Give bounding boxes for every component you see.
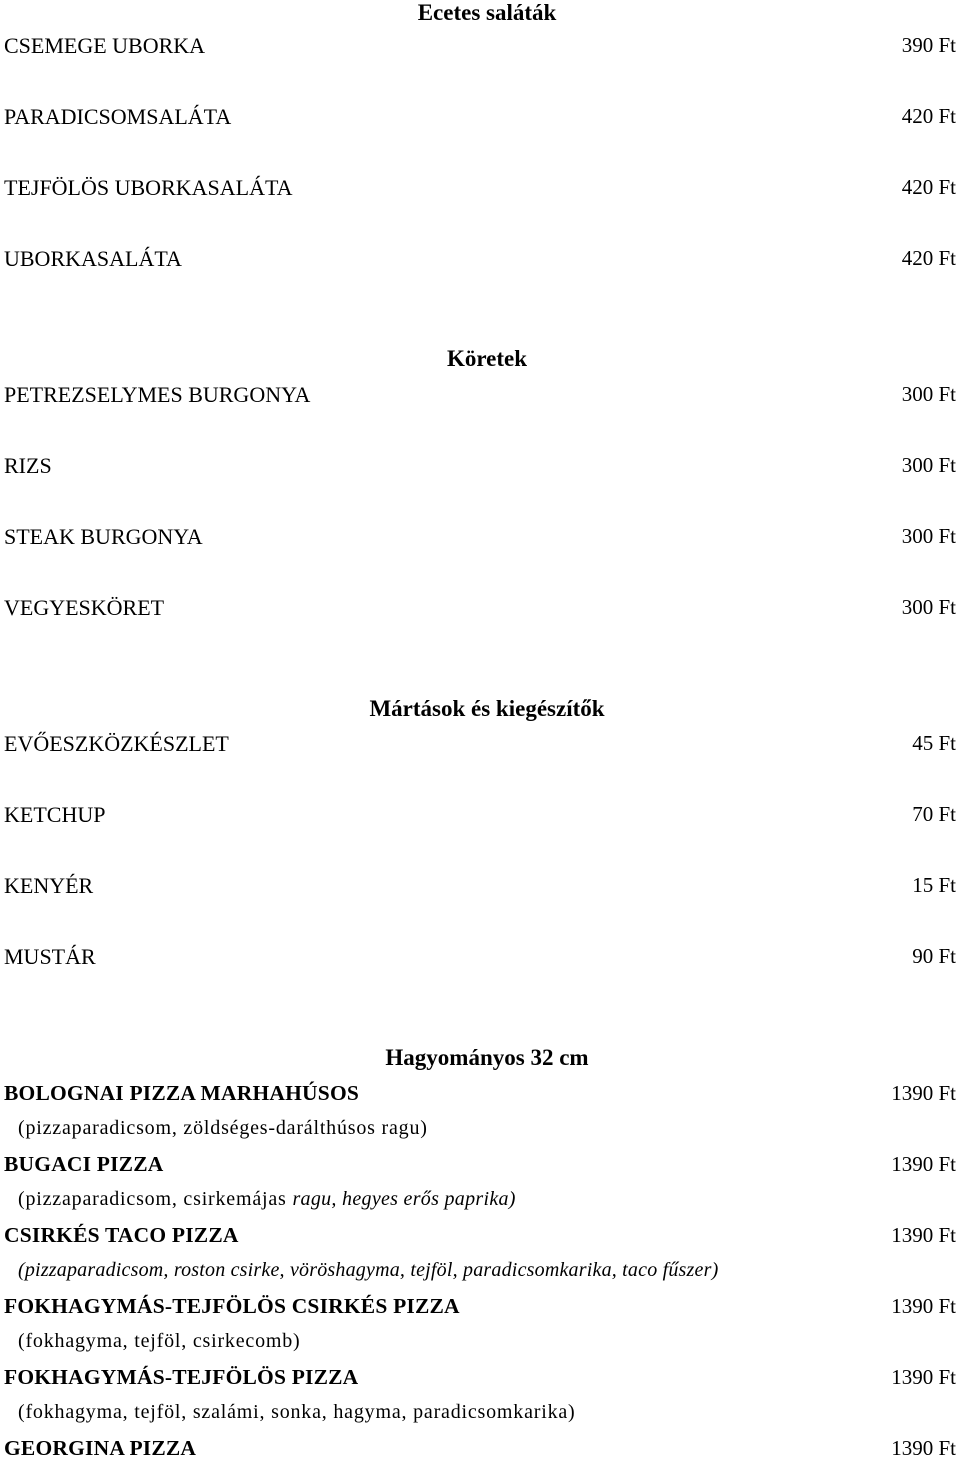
- menu-item-price: 390 Ft: [901, 33, 956, 57]
- menu-item-name: KENYÉR: [4, 873, 94, 898]
- pizza-price: 1390 Ft: [891, 1223, 956, 1247]
- menu-item-price: 300 Ft: [901, 524, 956, 548]
- pizza-description-part-italic: ragu, hegyes erős paprika): [292, 1188, 516, 1210]
- menu-item-name: VEGYESKÖRET: [4, 595, 165, 620]
- menu-item-price: 420 Ft: [901, 175, 956, 199]
- pizza-price: 1390 Ft: [891, 1294, 956, 1318]
- pizza-name: GEORGINA PIZZA: [4, 1436, 197, 1460]
- pizza-price: 1390 Ft: [891, 1152, 956, 1176]
- pizza-description: (fokhagyma, tejföl, szalámi, sonka, hagyma, paradicsomkarika): [18, 1401, 576, 1423]
- menu-item-price: 420 Ft: [901, 246, 956, 270]
- pizza-name: FOKHAGYMÁS-TEJFÖLÖS CSIRKÉS PIZZA: [4, 1294, 460, 1318]
- menu-item-name: MUSTÁR: [4, 944, 96, 969]
- pizza-price: 1390 Ft: [891, 1081, 956, 1105]
- pizza-description-part: (pizzaparadicsom, csirkemájas: [18, 1188, 293, 1210]
- section-title-hagyomanyos: Hagyományos 32 cm: [385, 1045, 589, 1070]
- menu-item-price: 300 Ft: [901, 453, 956, 477]
- pizza-price: 1390 Ft: [891, 1365, 956, 1389]
- menu-item-price: 90 Ft: [912, 944, 956, 968]
- pizza-name: CSIRKÉS TACO PIZZA: [4, 1223, 239, 1247]
- menu-item-name: TEJFÖLÖS UBORKASALÁTA: [4, 175, 293, 200]
- menu-item-name: STEAK BURGONYA: [4, 524, 203, 549]
- section-title-koretek: Köretek: [446, 346, 528, 371]
- pizza-name: FOKHAGYMÁS-TEJFÖLÖS PIZZA: [4, 1365, 359, 1389]
- pizza-description: [18, 1188, 516, 1211]
- pizza-description: (pizzaparadicsom, zöldséges-darálthúsos ragu): [18, 1117, 428, 1139]
- menu-item-name: KETCHUP: [4, 802, 106, 827]
- menu-item-price: 300 Ft: [901, 595, 956, 619]
- menu-item-price: 420 Ft: [901, 104, 956, 128]
- section-title-ecetes: Ecetes saláták: [417, 0, 557, 25]
- menu-item-name: RIZS: [4, 453, 52, 478]
- pizza-name: BUGACI PIZZA: [4, 1152, 164, 1176]
- menu-item-name: UBORKASALÁTA: [4, 246, 182, 271]
- menu-item-price: 70 Ft: [912, 802, 956, 826]
- pizza-description: (pizzaparadicsom, roston csirke, vöröshagyma, tejföl, paradicsomkarika, taco fűszer): [18, 1259, 719, 1281]
- menu-item-price: 300 Ft: [901, 382, 956, 406]
- section-title-martasok: Mártások és kiegészítők: [369, 696, 605, 721]
- menu-item-name: PETREZSELYMES BURGONYA: [4, 382, 311, 407]
- pizza-description: (fokhagyma, tejföl, csirkecomb): [18, 1330, 301, 1352]
- pizza-name: BOLOGNAI PIZZA MARHAHÚSOS: [4, 1081, 360, 1105]
- menu-item-price: 15 Ft: [912, 873, 956, 897]
- menu-item-name: EVŐESZKÖZKÉSZLET: [4, 731, 229, 756]
- menu-item-price: 45 Ft: [912, 731, 956, 755]
- menu-item-name: CSEMEGE UBORKA: [4, 33, 206, 58]
- pizza-price: 1390 Ft: [891, 1436, 956, 1460]
- menu-item-name: PARADICSOMSALÁTA: [4, 104, 232, 129]
